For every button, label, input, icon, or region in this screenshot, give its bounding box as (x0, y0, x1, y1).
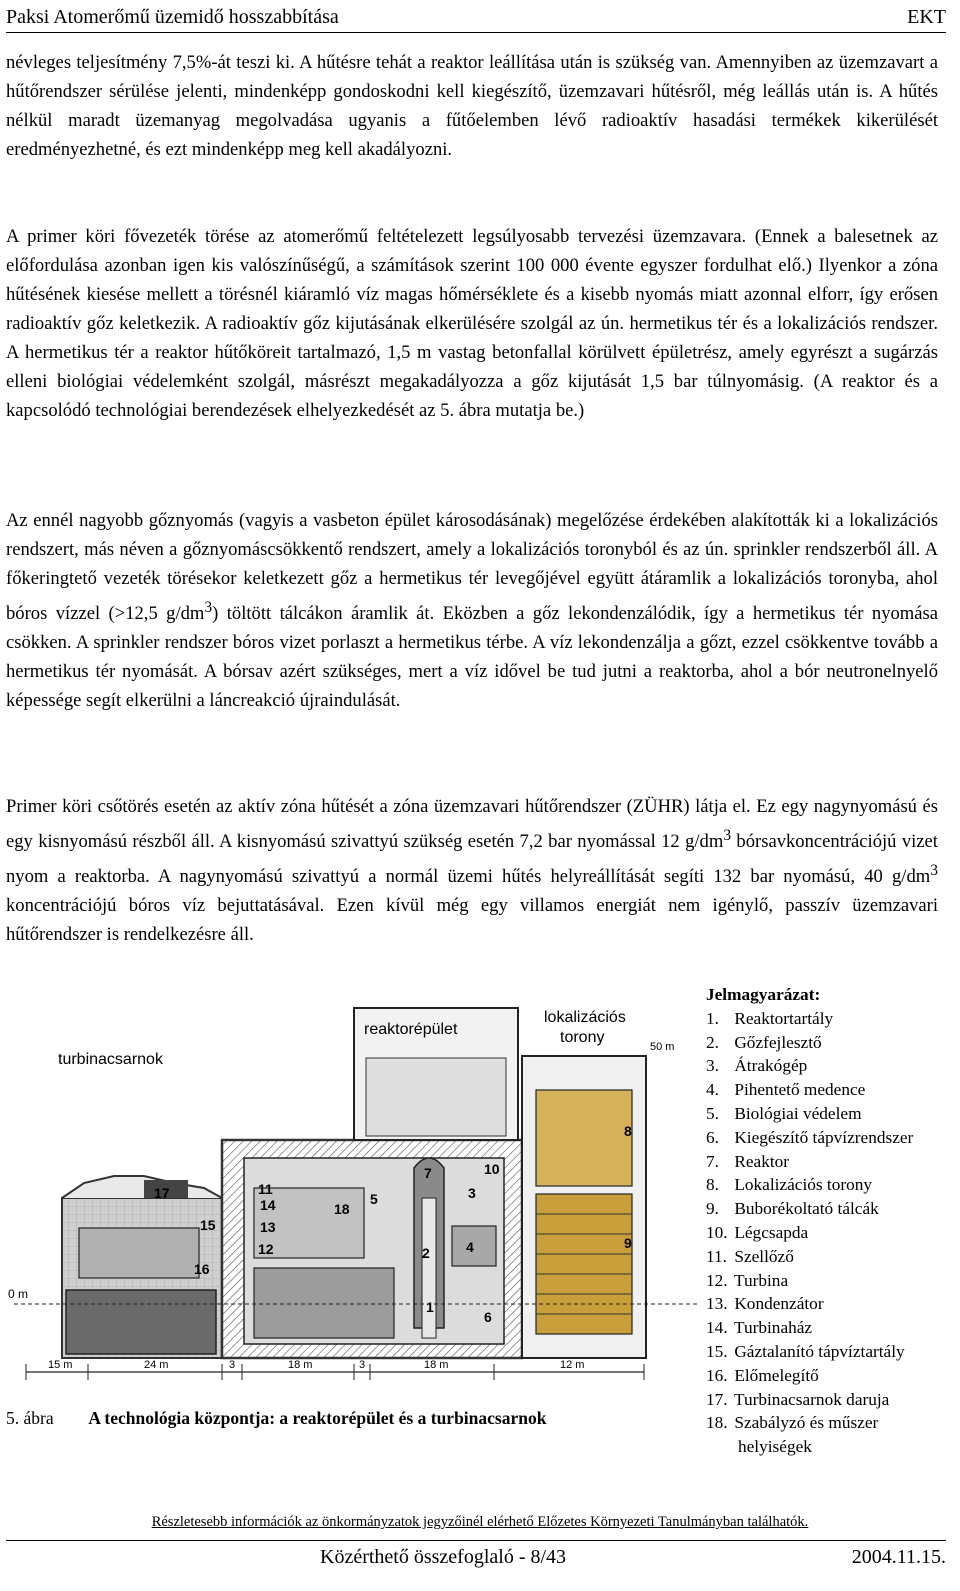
superscript: 3 (723, 827, 732, 844)
legend-number: 16. (706, 1365, 728, 1385)
callout-number: 3 (468, 1185, 476, 1201)
figure-title: A technológia központja: a reaktorépület és a turbinacsarnok (88, 1408, 547, 1428)
legend-text: Lokalizációs torony (734, 1175, 873, 1195)
legend-number: 17. (706, 1389, 728, 1409)
legend-item (706, 1150, 956, 1174)
dimension-label: 12 m (560, 1359, 585, 1371)
legend-number: 6. (706, 1127, 719, 1147)
legend-number: 1. (706, 1008, 719, 1028)
legend-text: Kiegészítő tápvízrendszer (734, 1127, 914, 1147)
legend-text: Légcsapda (734, 1222, 809, 1242)
legend-text: Szabályzó és műszer (734, 1413, 879, 1433)
dimension-label: 3 (229, 1359, 236, 1371)
legend-text-continued: helyiségek (738, 1437, 812, 1457)
legend-text: Reaktortartály (734, 1008, 834, 1028)
legend-item (706, 1316, 956, 1340)
legend-item (706, 1078, 956, 1102)
paragraph-4-part1: Primer köri csőtörés esetén az aktív zóna hűtését a zóna üzemzavari hűtőrendszer (ZÜHR) látja el. Ez egy nagynyomású és egy kisnyomású részből áll. A kisnyomású szivattyú szükség esetén 7,2 bar nyomással 12 g/dm (6, 796, 938, 853)
legend-number: 9. (706, 1199, 719, 1219)
figure-number: 5. ábra (6, 1408, 54, 1428)
legend-item (706, 1269, 956, 1293)
dimension-label: 18 m (424, 1359, 449, 1371)
legend-text: Gőzfejlesztő (734, 1032, 822, 1052)
figure-caption (6, 1408, 546, 1429)
page-header (6, 2, 946, 33)
legend-item (706, 1388, 956, 1412)
footer-divider (6, 1540, 946, 1541)
paragraph-4 (6, 792, 938, 949)
legend-number: 8. (706, 1175, 719, 1195)
callout-number: 2 (422, 1245, 430, 1261)
legend-number: 13. (706, 1294, 728, 1314)
dimension-label: 3 (359, 1359, 366, 1371)
callout-number: 4 (466, 1239, 474, 1255)
legend-number: 10. (706, 1222, 728, 1242)
height-50m-label: 50 m (650, 1041, 675, 1053)
legend-text: Turbina (734, 1270, 789, 1290)
superscript: 3 (204, 599, 213, 616)
localization-tower-label-1: lokalizációs (544, 1009, 626, 1026)
legend-number: 5. (706, 1103, 719, 1123)
legend-item (706, 1173, 956, 1197)
callout-number: 10 (484, 1161, 500, 1177)
superscript: 3 (930, 862, 938, 880)
callout-number: 17 (154, 1185, 170, 1201)
reactor-building-label: reaktorépület (364, 1021, 458, 1038)
dimension-label: 24 m (144, 1359, 169, 1371)
legend-text: Reaktor (734, 1151, 790, 1171)
legend-item (706, 1102, 956, 1126)
legend-number: 3. (706, 1056, 719, 1076)
legend-item (706, 1007, 956, 1031)
legend-item (706, 1221, 956, 1245)
dimension-label: 15 m (48, 1359, 73, 1371)
legend-item (706, 1197, 956, 1221)
legend-item (706, 1031, 956, 1055)
callout-number: 12 (258, 1241, 274, 1257)
legend-item (706, 1340, 956, 1364)
legend-number: 12. (706, 1270, 728, 1290)
legend-item (706, 1292, 956, 1316)
legend-number: 14. (706, 1318, 728, 1338)
turbine-hall-label: turbinacsarnok (58, 1051, 163, 1068)
page-footer (320, 1542, 946, 1572)
paragraph-3-text (6, 506, 938, 715)
paragraph-2-text: A primer köri fővezeték törése az atomerőmű feltételezett legsúlyosabb tervezési üzemzavara. (Ennek a balesetnek az előfordulása azonban igen kis valószínűségű, a számítások szerint 100 000 évente egyszer fordulhat elő.) Ilyenkor a zóna hűtésének kiesése mellett a törésnél kiáramló víz magas hőmérséklete és a kisebb nyomás miatt azonnal elforr, így erősen radioaktív gőz keletkezik. A radioaktív gőz kijutásának elkerülésére szolgál az ún. hermetikus tér és a lokalizációs rendszer. A hermetikus tér a reaktor hűtőköreit tartalmazó, 1,5 m vastag betonfallal körülvett épületrész, amely egyrészt a sugárzás elleni biológiai védelemként szolgál, másrészt megakadályozza a gőz kijutását 1,5 bar túlnyomásig. (A reaktor és a kapcsolódó technológiai berendezések elhelyezkedését az 5. ábra mutatja be.) (6, 226, 938, 421)
paragraph-1-text: névleges teljesítmény 7,5%-át teszi ki. A hűtésre tehát a reaktor leállítása után is szükség van. Amennyiben az üzemzavart a hűtőrendszer sérülése jelenti, mindenképp gondoskodni kell kiegészítő, üzemzavari hűtésről, még leállás után is. A hűtés nélkül maradt üzemanyag megolvadása ugyanis a fűtőelemben lévő radioaktív hasadási termékek kikerülését eredményezhetné, és ezt mindenképp meg kell akadályozni. (6, 52, 938, 160)
footer-note: Részletesebb információk az önkormányzatok jegyzőinél elérhető Előzetes Környezeti Tanulmányban találhatók. (151, 1514, 809, 1530)
callout-number: 1 (426, 1299, 434, 1315)
paragraph-3-part2: ) töltött tálcákon áramlik át. Eközben a gőz lekondenzálódik, így a hermetikus tér nyomása csökken. A sprinkler rendszer bóros vizet porlaszt a hermetikus térbe. A víz lekondenzálja a gőzt, ezzel csökkentve tovább a hermetikus tér nyomását. A bórsav azért szükséges, mert a víz idővel be tud jutni a reaktorba, ahol a bór neutronelnyelő képessége segít elkerülni a láncreakció újraindulását. (6, 603, 938, 712)
callout-number: 11 (258, 1181, 273, 1197)
legend-text: Gáztalanító tápvíztartály (734, 1341, 905, 1361)
legend-number: 4. (706, 1080, 719, 1100)
legend-item (706, 1245, 956, 1269)
callout-number: 13 (260, 1219, 276, 1235)
paragraph-4-part3: koncentrációjú bóros víz bejuttatásával. Ezen kívül még egy villamos energiát nem igénylő, passzív üzemzavari hűtőrendszer is rendelkezésre áll. (6, 895, 938, 946)
callout-number: 18 (334, 1201, 350, 1217)
paragraph-1 (6, 48, 938, 164)
legend-item (706, 1411, 956, 1459)
legend-text: Biológiai védelem (734, 1103, 862, 1123)
legend-text: Szellőző (734, 1246, 794, 1266)
paragraph-3 (6, 506, 938, 715)
legend-number: 15. (706, 1341, 728, 1361)
legend-title: Jelmagyarázat: (706, 985, 821, 1004)
callout-number: 14 (260, 1197, 276, 1213)
reactor-building-diagram (4, 998, 698, 1396)
callout-number: 16 (194, 1261, 210, 1277)
callout-number: 15 (200, 1217, 216, 1233)
page-number: Közérthető összefoglaló - 8/43 (320, 1546, 567, 1568)
ground-zero-label: 0 m (8, 1287, 29, 1301)
legend-text: Előmelegítő (734, 1365, 819, 1385)
legend-item (706, 1126, 956, 1150)
legend-item (706, 1054, 956, 1078)
document-date: 2004.11.15. (851, 1546, 946, 1568)
legend-number: 11. (706, 1246, 727, 1266)
document-title: Paksi Atomerőmű üzemidő hosszabbítása (6, 6, 339, 28)
callout-number: 5 (370, 1191, 378, 1207)
callout-number: 7 (424, 1165, 432, 1181)
header-abbreviation: EKT (907, 6, 946, 28)
legend-text: Kondenzátor (734, 1294, 824, 1314)
legend-number: 7. (706, 1151, 719, 1171)
callout-number: 8 (624, 1123, 632, 1139)
paragraph-4-part2: bórsavkoncentrációjú vizet nyom a reaktorba. A nagynyomású szivattyú a normál üzemi hűtés helyreállítását segíti 132 bar nyomású, 40 g/dm (6, 831, 938, 888)
legend-text: Turbinaház (734, 1318, 813, 1338)
paragraph-3-part1: Az ennél nagyobb gőznyomás (vagyis a vasbeton épület károsodásának) megelőzése érdekében alakították ki a lokalizációs rendszert, más néven a gőznyomáscsökkentő rendszert, amely a lokalizációs toronyból és az ún. sprinkler rendszerből áll. A főkeringtető vezeték törésekor keletkezett gőz a hermetikus tér levegőjével együtt átáramlik a lokalizációs toronyba, ahol bóros vízzel (>12,5 g/dm (6, 510, 938, 625)
callout-number: 9 (624, 1235, 632, 1251)
callout-number: 6 (484, 1309, 492, 1325)
legend-text: Turbinacsarnok daruja (734, 1389, 890, 1409)
figure-legend (706, 983, 956, 1459)
paragraph-2 (6, 222, 938, 425)
dimension-label: 18 m (288, 1359, 313, 1371)
localization-tower-label-2: torony (560, 1029, 605, 1046)
legend-text: Buborékoltató tálcák (734, 1199, 879, 1219)
paragraph-4-text (6, 792, 938, 949)
legend-number: 2. (706, 1032, 719, 1052)
legend-text: Átrakógép (734, 1056, 808, 1076)
legend-text: Pihentető medence (734, 1080, 866, 1100)
legend-item (706, 1364, 956, 1388)
legend-number: 18. (706, 1413, 728, 1433)
